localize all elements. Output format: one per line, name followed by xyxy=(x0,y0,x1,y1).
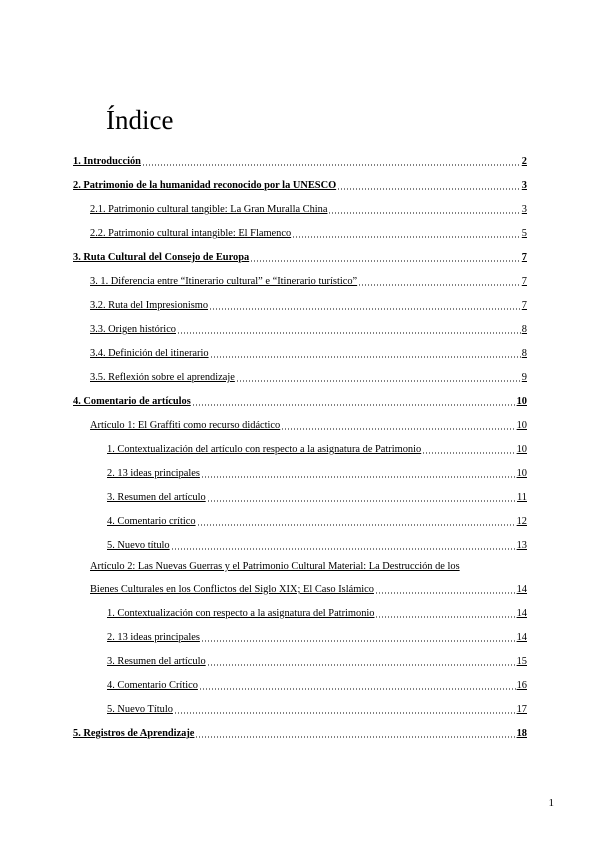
toc-entry-label: 3. Resumen del artículo xyxy=(107,492,206,503)
dot-leader xyxy=(195,736,515,738)
dot-leader xyxy=(197,524,516,526)
toc-entry-label: 3.4. Definición del itinerario xyxy=(90,348,209,359)
toc-entry-label: 1. Contextualización con respecto a la asignatura del Patrimonio xyxy=(107,608,375,619)
toc-entry-page: 3 xyxy=(521,180,527,191)
toc-entry[interactable] xyxy=(90,317,527,337)
toc-entry-label: 3. 1. Diferencia entre “Itinerario cultural” e “Itinerario turístico” xyxy=(90,276,358,287)
toc-entry-page: 7 xyxy=(521,300,527,311)
toc-entry-page: 8 xyxy=(521,324,527,335)
dot-leader xyxy=(201,640,516,642)
toc-entry-page: 2 xyxy=(521,156,527,167)
toc-entry-page: 10 xyxy=(516,420,527,431)
toc-entry[interactable] xyxy=(73,245,527,265)
dot-leader xyxy=(375,592,516,594)
toc-entry-label: 5. Nuevo título xyxy=(107,540,170,551)
dot-leader xyxy=(209,308,521,310)
toc-entry-label: 4. Comentario Crítico xyxy=(107,680,198,691)
toc-entry-page: 13 xyxy=(516,540,527,551)
toc-entry-page: 11 xyxy=(516,492,527,503)
dot-leader xyxy=(375,616,515,618)
toc-entry-page: 16 xyxy=(516,680,527,691)
toc-entry[interactable] xyxy=(107,625,527,645)
toc-entry-label: 2.2. Patrimonio cultural intangible: El Flamenco xyxy=(90,228,292,239)
toc-entry[interactable] xyxy=(73,389,527,409)
toc-entry[interactable] xyxy=(73,173,527,193)
toc-entry-page: 18 xyxy=(516,728,527,739)
toc-entry[interactable] xyxy=(73,721,527,741)
toc-entry-label: 5. Registros de Aprendizaje xyxy=(73,728,195,739)
toc-entry-label: 3. Resumen del artículo xyxy=(107,656,206,667)
toc-entry-page: 5 xyxy=(521,228,527,239)
dot-leader xyxy=(328,212,520,214)
toc-entry-page: 10 xyxy=(516,396,527,407)
toc-entry-page: 3 xyxy=(521,204,527,215)
toc-entry-label: 4. Comentario crítico xyxy=(107,516,196,527)
toc-entry-page: 7 xyxy=(521,252,527,263)
toc-entry-page: 14 xyxy=(516,632,527,643)
toc-entry-page: 14 xyxy=(516,584,527,595)
toc-entry-page: 9 xyxy=(521,372,527,383)
dot-leader xyxy=(358,284,521,286)
toc-entry-label: 2. 13 ideas principales xyxy=(107,468,200,479)
toc-entry-label: Artículo 1: El Graffiti como recurso didáctico xyxy=(90,420,281,431)
toc-entry-label: 4. Comentario de artículos xyxy=(73,396,191,407)
toc-entry[interactable] xyxy=(90,365,527,385)
toc-entry-label: 3.2. Ruta del Impresionismo xyxy=(90,300,209,311)
toc-entry-label: 3.5. Reflexión sobre el aprendizaje xyxy=(90,372,235,383)
toc-entry-label: 1. Introducción xyxy=(73,156,141,167)
dot-leader xyxy=(177,332,521,334)
toc-entry[interactable] xyxy=(90,269,527,289)
toc-entry-page: 17 xyxy=(516,704,527,715)
toc-entry[interactable] xyxy=(73,149,527,169)
dot-leader xyxy=(337,188,521,190)
toc-entry[interactable] xyxy=(107,485,527,505)
toc-entry-label: Artículo 2: Las Nuevas Guerras y el Patrimonio Cultural Material: La Destrucción de los xyxy=(90,561,460,572)
toc-entry-page: 8 xyxy=(521,348,527,359)
toc-entry[interactable] xyxy=(90,197,527,217)
toc-entry-label: 2. Patrimonio de la humanidad reconocido por la UNESCO xyxy=(73,180,337,191)
dot-leader xyxy=(199,688,516,690)
toc-entry[interactable] xyxy=(90,293,527,313)
dot-leader xyxy=(281,428,515,430)
dot-leader xyxy=(207,664,516,666)
dot-leader xyxy=(171,548,516,550)
toc-entry[interactable] xyxy=(90,413,527,433)
toc-entry-label: 5. Nuevo Título xyxy=(107,704,173,715)
toc-entry-label: Bienes Culturales en los Conflictos del Siglo XIX; El Caso Islámico xyxy=(90,584,374,595)
dot-leader xyxy=(142,164,521,166)
toc-entry[interactable] xyxy=(107,533,527,553)
toc-entry[interactable] xyxy=(107,509,527,529)
toc-entry[interactable] xyxy=(90,341,527,361)
toc-entry-label: 3. Ruta Cultural del Consejo de Europa xyxy=(73,252,250,263)
toc-entry-page: 7 xyxy=(521,276,527,287)
toc-entry-page: 10 xyxy=(516,444,527,455)
dot-leader xyxy=(292,236,521,238)
toc-entry-page: 12 xyxy=(516,516,527,527)
dot-leader xyxy=(192,404,516,406)
dot-leader xyxy=(422,452,515,454)
dot-leader xyxy=(250,260,521,262)
toc-entry[interactable] xyxy=(107,649,527,669)
dot-leader xyxy=(236,380,521,382)
toc-entry[interactable] xyxy=(90,577,527,597)
toc-entry-first-line[interactable] xyxy=(90,554,527,574)
toc-entry[interactable] xyxy=(107,437,527,457)
page-number: 1 xyxy=(548,797,554,809)
toc-entry[interactable] xyxy=(107,461,527,481)
toc-entry-label: 3.3. Origen histórico xyxy=(90,324,176,335)
toc-entry-label: 2.1. Patrimonio cultural tangible: La Gran Muralla China xyxy=(90,204,328,215)
toc-entry[interactable] xyxy=(90,221,527,241)
toc-entry[interactable] xyxy=(107,697,527,717)
dot-leader xyxy=(174,712,516,714)
dot-leader xyxy=(210,356,521,358)
page-title: Índice xyxy=(106,105,174,135)
toc-entry[interactable] xyxy=(107,601,527,621)
toc-entry-page: 14 xyxy=(516,608,527,619)
toc-entry-label: 1. Contextualización del artículo con respecto a la asignatura de Patrimonio xyxy=(107,444,422,455)
toc-entry-page: 10 xyxy=(516,468,527,479)
toc-entry-page: 15 xyxy=(516,656,527,667)
dot-leader xyxy=(201,476,516,478)
dot-leader xyxy=(207,500,516,502)
toc-entry-label: 2. 13 ideas principales xyxy=(107,632,200,643)
toc-entry[interactable] xyxy=(107,673,527,693)
